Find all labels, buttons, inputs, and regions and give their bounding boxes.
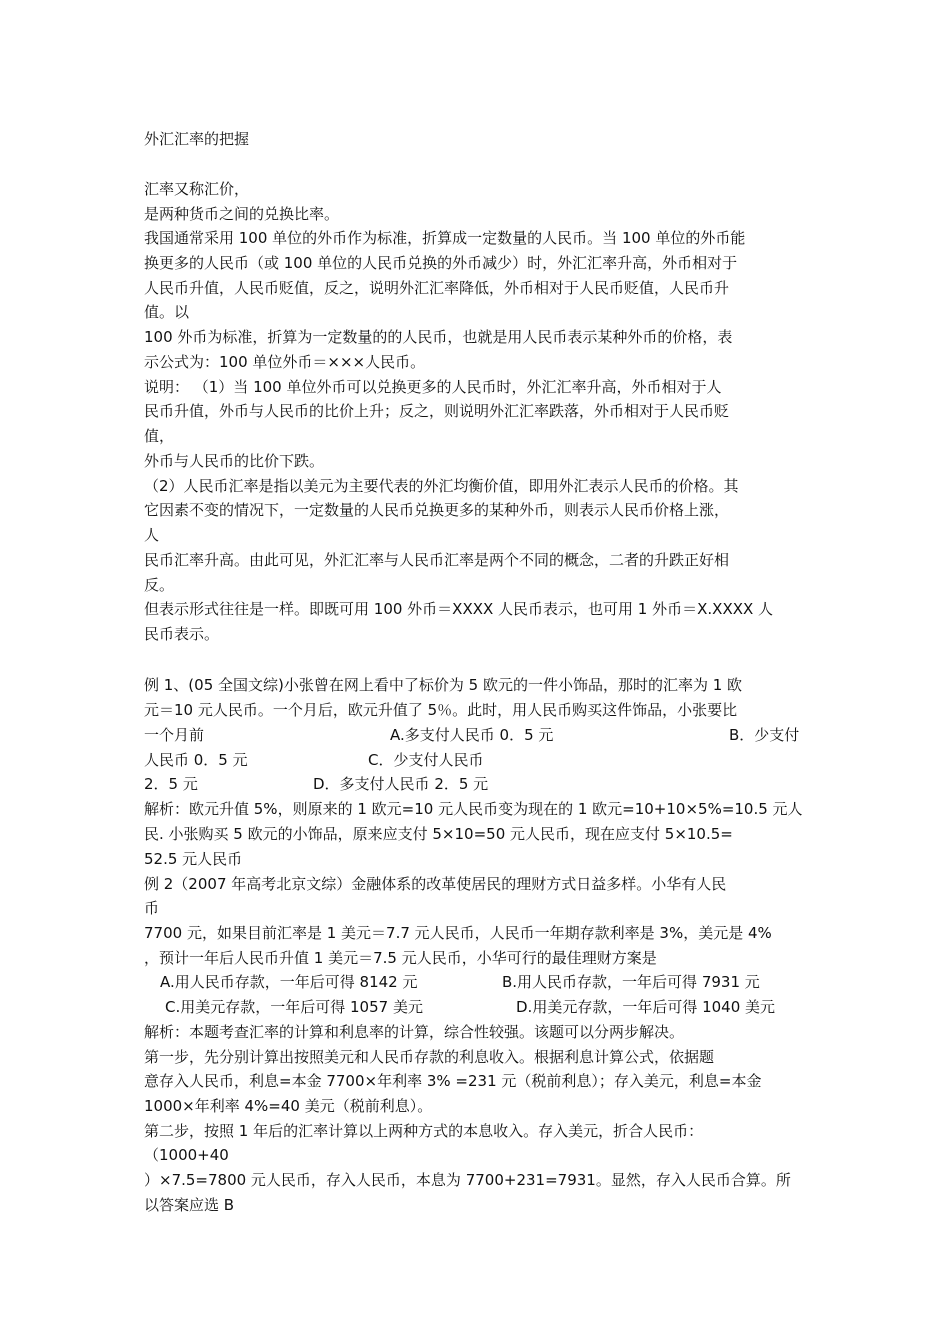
- example2-line: 币: [144, 899, 160, 917]
- option-b: B.用人民币存款，一年后可得 7931 元: [502, 973, 760, 991]
- paragraph-line: 但表示形式往往是一样。即既可用 100 外币＝XXXX 人民币表示，也可用 1 外币＝X.XXXX 人: [144, 600, 774, 618]
- example1-line: 人民币 0．5 元: [144, 751, 248, 769]
- example2-line: 7700 元，如果目前汇率是 1 美元＝7.7 元人民币，人民币一年期存款利率是 3%，美元是 4%: [144, 924, 772, 942]
- example2-line: ，预计一年后人民币升值 1 美元＝7.5 元人民币，小华可行的最佳理财方案是: [144, 949, 657, 967]
- example1-line: 元＝10 元人民币。一个月后，欧元升值了 5％。此时，用人民币购买这件饰品，小张要比: [144, 701, 738, 719]
- paragraph-line: 人: [144, 526, 160, 544]
- example1-analysis: 52.5 元人民币: [144, 850, 243, 868]
- paragraph-line: 民币升值，外币与人民币的比价上升；反之，则说明外汇汇率跌落，外币相对于人民币贬: [144, 402, 730, 420]
- document-title: 外汇汇率的把握: [144, 130, 250, 148]
- example2-analysis: 以答案应选 B: [144, 1196, 235, 1214]
- paragraph-line: 我国通常采用 100 单位的外币作为标准，折算成一定数量的人民币。当 100 单位的外币能: [144, 229, 746, 247]
- paragraph-line: 人民币升值，人民币贬值，反之，说明外汇汇率降低，外币相对于人民币贬值，人民币升: [144, 279, 730, 297]
- paragraph-line: 100 外币为标准，折算为一定数量的的人民币，也就是用人民币表示某种外币的价格，表: [144, 328, 733, 346]
- paragraph-line: 换更多的人民币（或 100 单位的人民币兑换的外币减少）时，外汇汇率升高，外币相对于: [144, 254, 738, 272]
- paragraph-line: 示公式为：100 单位外币＝×××人民币。: [144, 353, 426, 371]
- example2-analysis: 意存入人民币，利息=本金 7700×年利率 3% =231 元（税前利息）；存入美元，利息=本金: [144, 1072, 762, 1090]
- paragraph-line: 值。以: [144, 303, 190, 321]
- example1-line: 2．5 元: [144, 775, 198, 793]
- option-a: A.多支付人民币 0．5 元: [390, 726, 554, 744]
- paragraph-line: 汇率又称汇价，: [144, 180, 250, 198]
- option-c: C．少支付人民币: [368, 751, 484, 769]
- example2-analysis: 第一步，先分别计算出按照美元和人民币存款的利息收入。根据利息计算公式，依据题: [144, 1048, 715, 1066]
- paragraph-line: 是两种货币之间的兑换比率。: [144, 205, 340, 223]
- paragraph-line: 外币与人民币的比价下跌。: [144, 452, 325, 470]
- paragraph-line: 值，: [144, 427, 175, 445]
- example2-analysis: 第二步，按照 1 年后的汇率计算以上两种方式的本息收入。存入美元，折合人民币：: [144, 1122, 704, 1140]
- paragraph-line: 说明： （1）当 100 单位外币可以兑换更多的人民币时，外汇汇率升高，外币相对于人: [144, 378, 722, 396]
- example2-analysis: 解析：本题考查汇率的计算和利息率的计算，综合性较强。该题可以分两步解决。: [144, 1023, 685, 1041]
- example2-analysis: （1000+40: [144, 1146, 229, 1164]
- option-c: C.用美元存款，一年后可得 1057 美元: [165, 998, 423, 1016]
- paragraph-line: 反。: [144, 576, 175, 594]
- option-d: D.用美元存款，一年后可得 1040 美元: [516, 998, 776, 1016]
- paragraph-line: （2）人民币汇率是指以美元为主要代表的外汇均衡价值，即用外汇表示人民币的价格。其: [144, 477, 739, 495]
- option-b: B．少支付: [729, 726, 800, 744]
- paragraph-line: 民币表示。: [144, 625, 220, 643]
- example2-analysis: ）×7.5=7800 元人民币，存入人民币，本息为 7700+231=7931。显然，存入人民币合算。所: [144, 1171, 791, 1189]
- example1-analysis: 民. 小张购买 5 欧元的小饰品，原来应支付 5×10=50 元人民币，现在应支付 5×10.5=: [144, 825, 733, 843]
- paragraph-line: 它因素不变的情况下，一定数量的人民币兑换更多的某种外币，则表示人民币价格上涨，: [144, 501, 730, 519]
- example1-analysis: 解析：欧元升值 5%，则原来的 1 欧元=10 元人民币变为现在的 1 欧元=10+10×5%=10.5 元人: [144, 800, 803, 818]
- option-d: D．多支付人民币 2．5 元: [313, 775, 489, 793]
- example1-line: 一个月前: [144, 726, 205, 744]
- paragraph-line: 民币汇率升高。由此可见，外汇汇率与人民币汇率是两个不同的概念，二者的升跌正好相: [144, 551, 730, 569]
- example2-line: 例 2（2007 年高考北京文综）金融体系的改革使居民的理财方式日益多样。小华有人民: [144, 875, 727, 893]
- option-a: A.用人民币存款，一年后可得 8142 元: [160, 973, 418, 991]
- example1-line: 例 1、(05 全国文综)小张曾在网上看中了标价为 5 欧元的一件小饰品，那时的汇率为 1 欧: [144, 676, 743, 694]
- example2-analysis: 1000×年利率 4%=40 美元（税前利息）。: [144, 1097, 433, 1115]
